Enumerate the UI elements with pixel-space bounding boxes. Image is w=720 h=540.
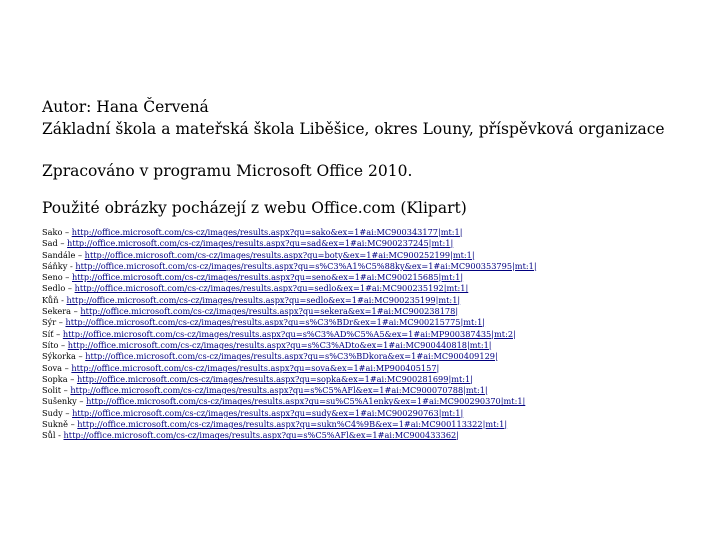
source-item <box>42 283 712 294</box>
source-name: Sýkorka <box>42 351 76 362</box>
source-item <box>42 374 712 385</box>
source-link[interactable]: http://office.microsoft.com/cs-cz/images/results.aspx?qu=sudy&ex=1#ai:MC900290763|mt:1| <box>72 407 464 418</box>
source-item <box>42 408 712 419</box>
source-item <box>42 340 712 351</box>
source-separator: – <box>57 238 68 249</box>
source-name: Sedlo <box>42 283 66 294</box>
source-separator: – <box>62 272 72 283</box>
source-list <box>42 227 712 442</box>
source-separator: – <box>58 339 68 350</box>
source-name: Sova <box>42 362 63 373</box>
school-line: Základní škola a mateřská škola Liběšice, okres Louny, příspěvková organizace <box>42 120 665 138</box>
source-link[interactable]: http://office.microsoft.com/cs-cz/images/results.aspx?qu=sedlo&ex=1#ai:MC900235199|mt:1| <box>66 294 461 305</box>
program-line: Zpracováno v programu Microsoft Office 2010. <box>42 162 413 180</box>
source-name: Seno <box>42 272 63 283</box>
source-link[interactable]: http://office.microsoft.com/cs-cz/images/results.aspx?qu=su%C5%A1enky&ex=1#ai:MC900290370|mt:1| <box>86 396 526 407</box>
source-separator: – <box>62 407 73 418</box>
source-separator: – <box>71 306 81 317</box>
source-separator: – <box>65 283 75 294</box>
source-link[interactable]: http://office.microsoft.com/cs-cz/images/results.aspx?qu=sopka&ex=1#ai:MC900281699|mt:1| <box>76 373 474 384</box>
source-link[interactable]: http://office.microsoft.com/cs-cz/images/results.aspx?qu=s%C3%ADto&ex=1#ai:MC900440818|mt:1| <box>67 339 492 350</box>
source-name: Sekera <box>42 306 72 317</box>
source-link[interactable]: http://office.microsoft.com/cs-cz/images/results.aspx?qu=s%C5%AFl&ex=1#ai:MC900433362| <box>63 430 460 441</box>
source-item <box>42 329 712 340</box>
source-separator: - <box>55 430 64 441</box>
spacer <box>42 140 712 160</box>
source-separator: – <box>75 351 86 362</box>
source-item <box>42 295 712 306</box>
source-link[interactable]: http://office.microsoft.com/cs-cz/images/results.aspx?qu=sekera&ex=1#ai:MC900238178| <box>80 306 459 317</box>
source-link[interactable]: http://office.microsoft.com/cs-cz/images/results.aspx?qu=sukn%C4%9B&ex=1#ai:MC900113322|mt:1| <box>77 419 508 430</box>
source-separator: – <box>56 317 66 328</box>
source-name: Síť <box>42 328 54 339</box>
source-item <box>42 396 712 407</box>
source-link[interactable]: http://office.microsoft.com/cs-cz/images/results.aspx?qu=s%C3%BDr&ex=1#ai:MC900215775|mt:1| <box>65 317 486 328</box>
spacer <box>42 182 712 198</box>
source-name: Sopka <box>42 373 68 384</box>
source-item <box>42 272 712 283</box>
source-separator: – <box>67 373 77 384</box>
source-separator: – <box>61 385 71 396</box>
source-name: Sad <box>42 238 58 249</box>
source-item <box>42 317 712 328</box>
source-name: Sako <box>42 227 63 237</box>
source-link[interactable]: http://office.microsoft.com/cs-cz/images/results.aspx?qu=s%C3%BDkora&ex=1#ai:MC900409129| <box>85 351 498 362</box>
source-item <box>42 238 712 249</box>
source-name: Síto <box>42 339 59 350</box>
source-item <box>42 419 712 430</box>
source-name: Sůl <box>42 430 56 441</box>
source-link[interactable]: http://office.microsoft.com/cs-cz/images/results.aspx?qu=sedlo&ex=1#ai:MC900235192|mt:1| <box>74 283 469 294</box>
source-name: Sušenky <box>42 396 77 407</box>
source-item <box>42 430 712 441</box>
source-separator: – <box>67 419 78 430</box>
source-link[interactable]: http://office.microsoft.com/cs-cz/images/results.aspx?qu=s%C3%A1%C5%88ky&ex=1#ai:MC900353795|mt:1| <box>75 260 537 271</box>
source-item <box>42 250 712 261</box>
source-item <box>42 306 712 317</box>
source-separator: – <box>62 362 72 373</box>
source-separator: – <box>53 328 63 339</box>
source-name: Solit <box>42 385 62 396</box>
source-link[interactable]: http://office.microsoft.com/cs-cz/images/results.aspx?qu=seno&ex=1#ai:MC900215685|mt:1| <box>71 272 464 283</box>
source-name: Sýr <box>42 317 57 328</box>
sources-title: Použité obrázky pocházejí z webu Office.com (Klipart) <box>42 199 467 217</box>
source-link[interactable]: http://office.microsoft.com/cs-cz/images/results.aspx?qu=s%C5%AFl&ex=1#ai:MC900070788|mt:1| <box>70 385 488 396</box>
source-link[interactable]: http://office.microsoft.com/cs-cz/images/results.aspx?qu=s%C3%AD%C5%A5&ex=1#ai:MP900387435|mt:2| <box>62 328 516 339</box>
source-link[interactable]: http://office.microsoft.com/cs-cz/images/results.aspx?qu=sova&ex=1#ai:MP900405157| <box>71 362 440 373</box>
author-line: Autor: Hana Červená <box>42 98 209 116</box>
credits-header <box>42 96 712 218</box>
source-name: Sudy <box>42 407 63 418</box>
source-link[interactable]: http://office.microsoft.com/cs-cz/images/results.aspx?qu=sad&ex=1#ai:MC900237245|mt:1| <box>67 238 454 249</box>
source-link[interactable]: http://office.microsoft.com/cs-cz/images/results.aspx?qu=boty&ex=1#ai:MC900252199|mt:1| <box>84 249 475 260</box>
source-name: Sandále <box>42 249 76 260</box>
source-separator: - <box>67 260 76 271</box>
source-item <box>42 351 712 362</box>
source-name: Sukně <box>42 419 68 430</box>
source-item <box>42 363 712 374</box>
source-item <box>42 385 712 396</box>
source-separator: – <box>75 249 85 260</box>
source-name: Sáňky <box>42 260 68 271</box>
source-separator: – <box>76 396 87 407</box>
source-item <box>42 261 712 272</box>
source-link[interactable]: http://office.microsoft.com/cs-cz/images/results.aspx?qu=sako&ex=1#ai:MC900343177|mt:1| <box>71 227 463 237</box>
source-item <box>42 227 712 238</box>
source-separator: – <box>62 227 72 237</box>
source-separator: - <box>58 294 67 305</box>
source-name: Kůň <box>42 294 59 305</box>
